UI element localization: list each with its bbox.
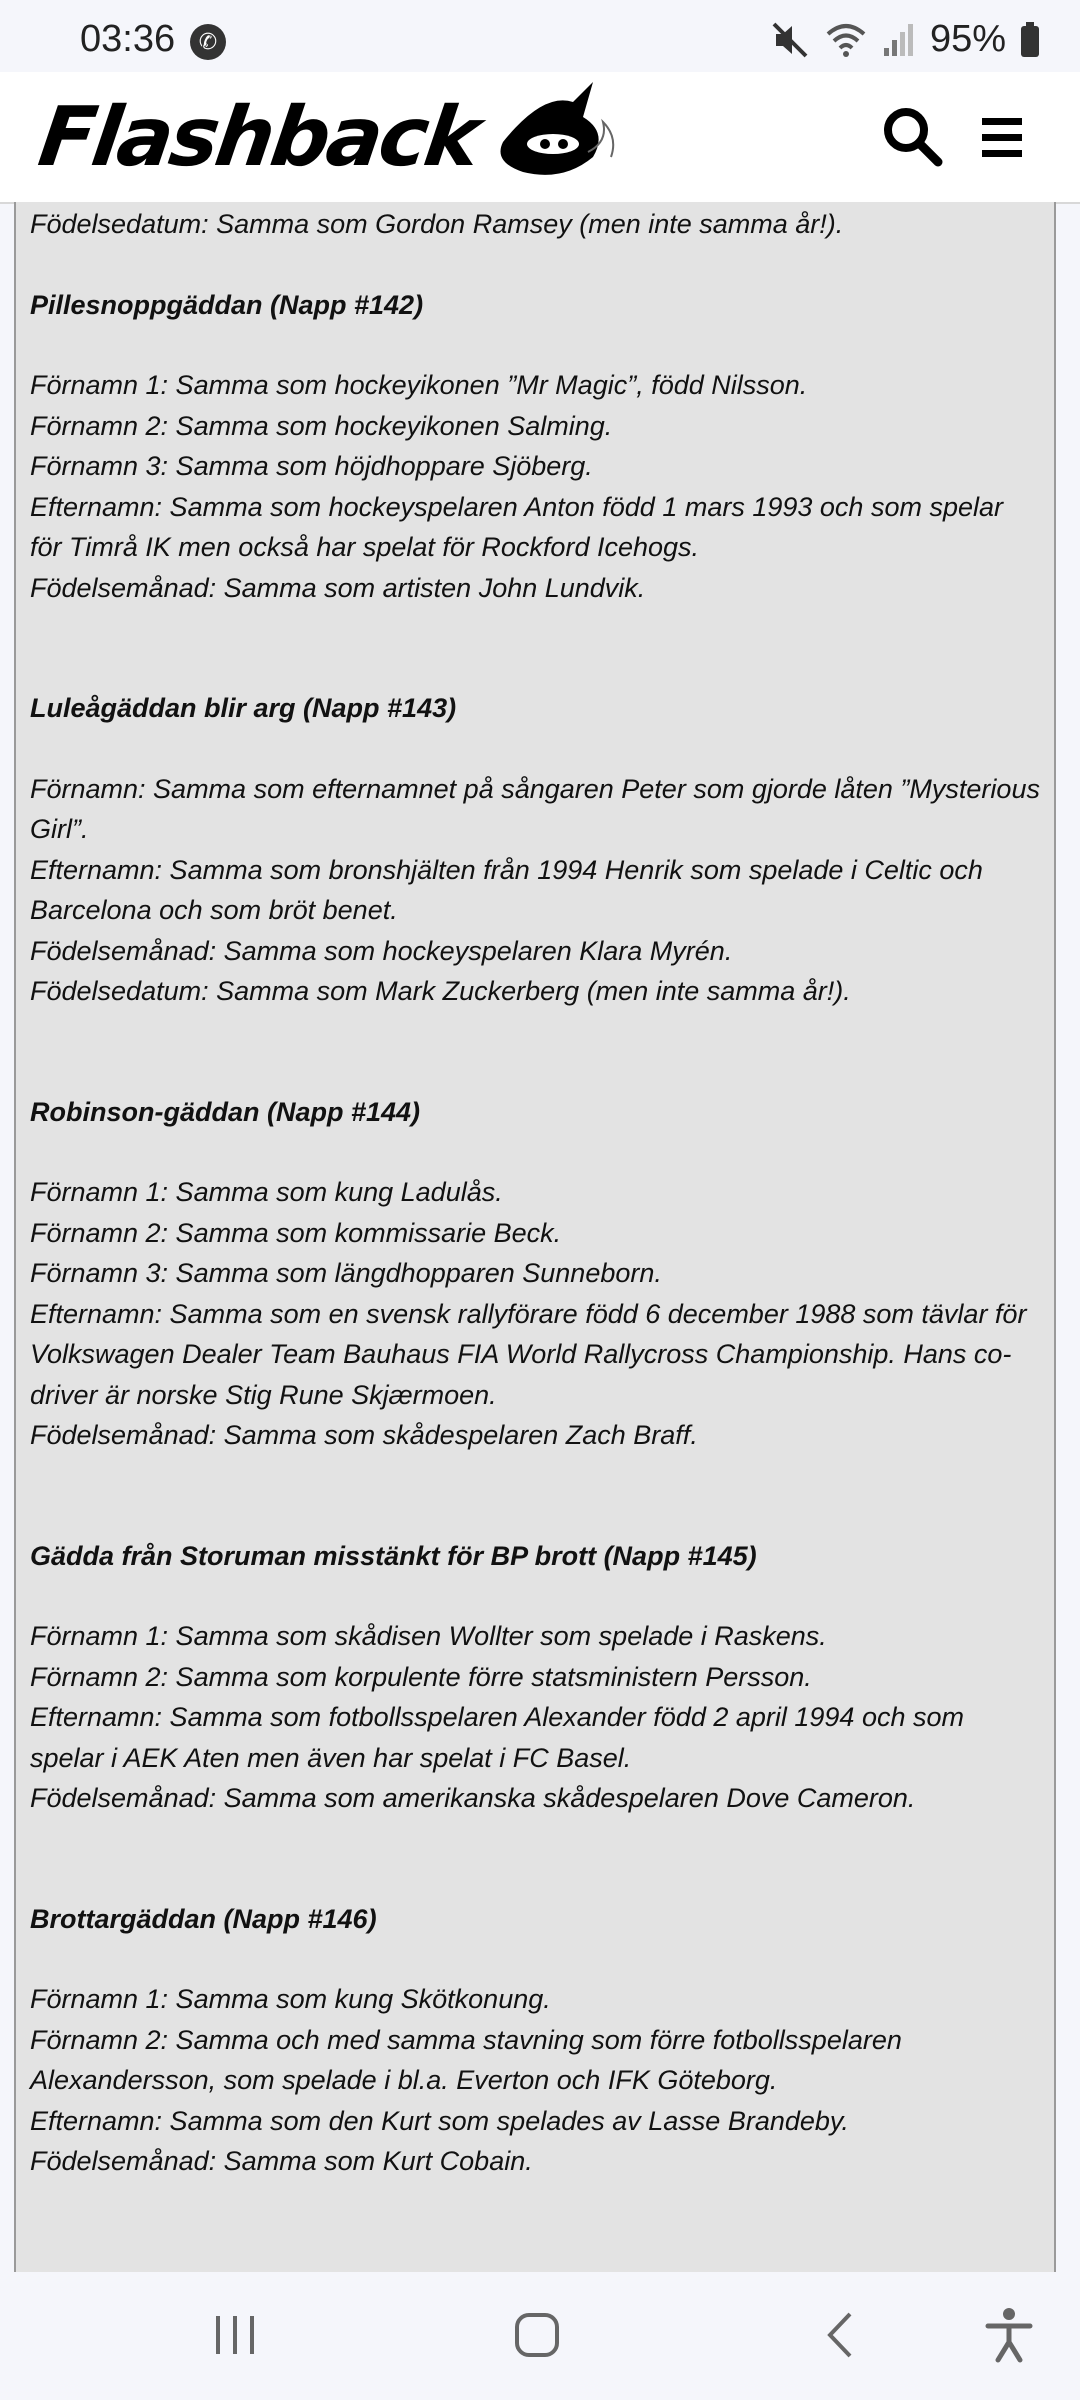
post-line: Förnamn 1: Samma som hockeyikonen ”Mr Magic”, född Nilsson. — [30, 370, 808, 400]
status-bar — [0, 0, 1080, 72]
post-line: Förnamn 2: Samma och med samma stavning som förre fotbollsspelaren Alexandersson, som spelade i bl.a. Everton och IFK Göteborg. — [30, 2024, 902, 2095]
post-line: Födelsemånad: Samma som amerikanska skådespelaren Dove Cameron. — [30, 1783, 916, 1813]
android-nav-bar — [0, 2272, 1080, 2400]
post-content — [14, 202, 1056, 2272]
post-line: Förnamn 1: Samma som kung Ladulås. — [30, 1177, 503, 1207]
post-line: Förnamn: Samma som efternamnet på sångaren Peter som gjorde låten ”Mysterious Girl”. — [30, 773, 1040, 844]
post-line: Förnamn 3: Samma som höjdhoppare Sjöberg. — [30, 451, 593, 481]
signal-icon — [882, 20, 916, 60]
section-title: Robinson-gäddan (Napp #144) — [30, 1096, 421, 1127]
post-line: Efternamn: Samma som hockeyspelaren Anton född 1 mars 1993 och som spelar för Timrå IK men också har spelat för Rockford Icehogs. — [30, 491, 1003, 562]
mute-icon — [770, 20, 810, 60]
post-body — [16, 204, 1054, 2182]
post-line: Förnamn 1: Samma som kung Skötkonung. — [30, 1984, 551, 2014]
post-line: Födelsemånad: Samma som hockeyspelaren Klara Myrén. — [30, 935, 733, 966]
battery-icon — [1020, 22, 1040, 58]
post-line: Födelsemånad: Samma som skådespelaren Zach Braff. — [30, 1420, 698, 1450]
status-icons — [770, 18, 1040, 61]
wifi-icon — [824, 20, 868, 60]
post-line: Efternamn: Samma som en svensk rallyförare född 6 december 1988 som tävlar för Volkswagen Dealer Team Bauhaus FIA World Rallycross Championship. Hans co-driver är norske Stig Rune Skjærmoen. — [30, 1298, 1027, 1410]
call-icon: ✆ — [190, 24, 226, 60]
home-icon[interactable] — [502, 2300, 572, 2370]
section-title: Luleågäddan blir arg (Napp #143) — [30, 693, 457, 723]
post-line: Förnamn 2: Samma som kommissarie Beck. — [30, 1217, 562, 1248]
post-line: Förnamn 1: Samma som skådisen Wollter som spelade i Raskens. — [30, 1621, 827, 1651]
logo-text: Flashback — [33, 89, 484, 185]
section-title: Pillesnoppgäddan (Napp #142) — [30, 289, 424, 320]
status-time: 03:36 — [80, 18, 176, 60]
menu-icon[interactable] — [978, 104, 1026, 170]
post-line: Förnamn 2: Samma som hockeyikonen Salming. — [30, 410, 613, 441]
recent-apps-icon[interactable] — [200, 2300, 270, 2370]
back-icon[interactable] — [806, 2300, 876, 2370]
post-line: Efternamn: Samma som bronshjälten från 1994 Henrik som spelade i Celtic och Barcelona och som bröt benet. — [30, 854, 983, 925]
accessibility-icon[interactable] — [974, 2300, 1044, 2370]
post-line: Efternamn: Samma som den Kurt som spelades av Lasse Brandeby. — [30, 2105, 849, 2136]
post-intro-line: Födelsedatum: Samma som Gordon Ramsey (men inte samma år!). — [30, 209, 844, 239]
section-title: Brottargäddan (Napp #146) — [30, 1903, 377, 1934]
post-line: Förnamn 3: Samma som längdhopparen Sunneborn. — [30, 1258, 662, 1288]
post-line: Efternamn: Samma som fotbollsspelaren Alexander född 2 april 1994 och som spelar i AEK Aten men även har spelat i FC Basel. — [30, 1702, 964, 1773]
mascot-icon — [483, 82, 623, 192]
post-line: Förnamn 2: Samma som korpulente förre statsministern Persson. — [30, 1661, 812, 1692]
search-icon[interactable] — [878, 102, 948, 172]
flashback-logo[interactable] — [33, 82, 623, 192]
battery-percentage: 95% — [929, 18, 1006, 60]
site-header — [0, 72, 1080, 204]
post-line: Födelsedatum: Samma som Mark Zuckerberg (men inte samma år!). — [30, 976, 851, 1006]
post-line: Födelsemånad: Samma som Kurt Cobain. — [30, 2146, 533, 2176]
post-line: Födelsemånad: Samma som artisten John Lundvik. — [30, 572, 646, 603]
section-title: Gädda från Storuman misstänkt för BP brott (Napp #145) — [30, 1540, 757, 1571]
